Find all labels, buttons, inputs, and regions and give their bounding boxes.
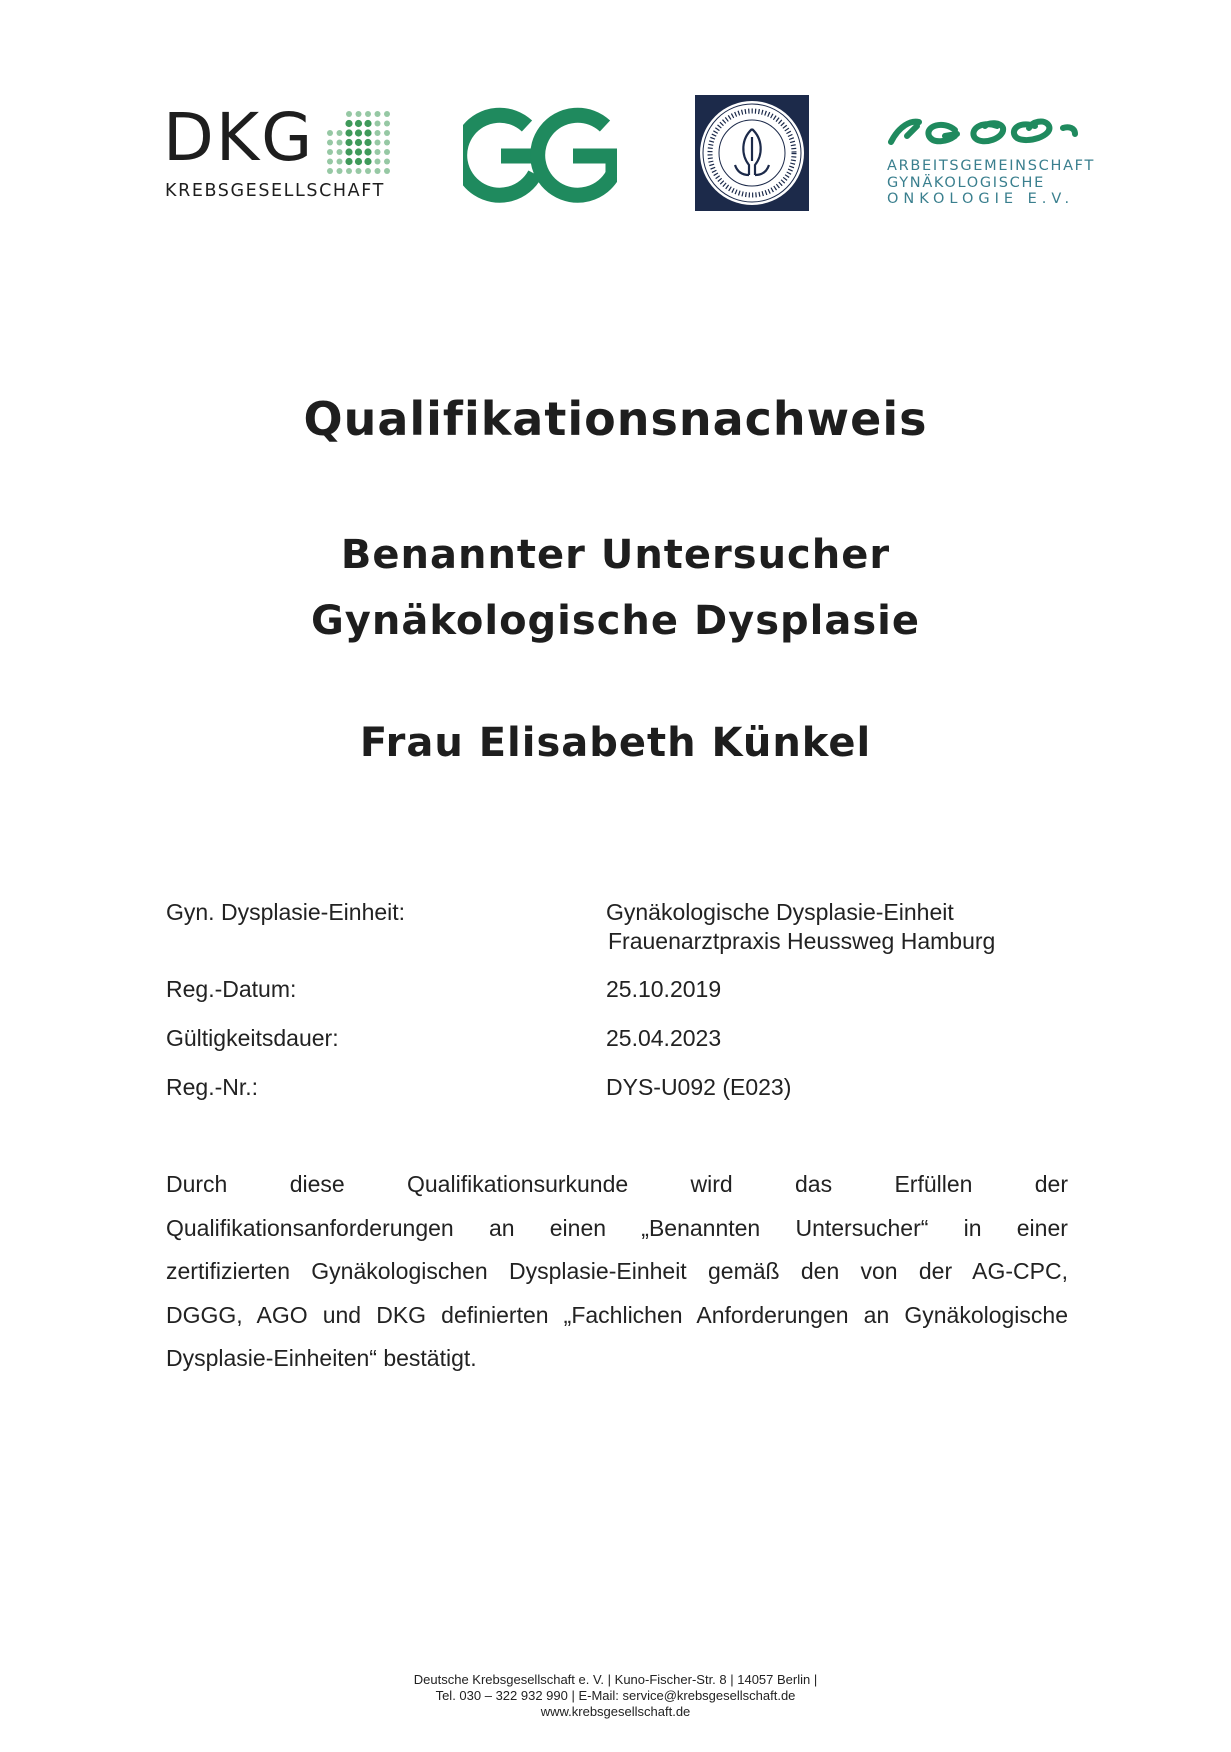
document-subtitle-line2: Gynäkologische Dysplasie (310, 598, 921, 644)
dkg-dot (345, 129, 352, 136)
dkg-dot (375, 149, 381, 155)
document-subtitle-line1: Benannter Untersucher (340, 532, 891, 578)
dkg-dot (365, 111, 371, 117)
dkg-dot (337, 159, 343, 165)
dkg-dot (355, 139, 362, 146)
dkg-dot (327, 168, 333, 174)
dkg-dot (364, 158, 371, 165)
dkg-dot (375, 111, 381, 117)
ago-line1: ARBEITSGEMEINSCHAFT (887, 158, 1096, 174)
statement-word: der (1034, 1171, 1068, 1197)
reg-no-value: DYS-U092 (E023) (606, 1074, 792, 1100)
statement-word: in (963, 1214, 982, 1241)
statement-line1 (166, 1163, 1068, 1207)
ago-swoosh-icon (885, 112, 1080, 152)
ag-cpc-seal-icon (695, 95, 809, 211)
dkg-dot (375, 159, 381, 165)
gg-logo-icon (463, 104, 617, 208)
dkg-dot (364, 120, 371, 127)
statement-line5: Dysplasie-Einheiten“ bestätigt. (166, 1345, 477, 1371)
dkg-dots-icon (325, 109, 395, 179)
dkg-dot (384, 149, 390, 155)
ago-line2: GYNÄKOLOGISCHE (887, 174, 1045, 191)
reg-date-value: 25.10.2019 (606, 976, 722, 1002)
dkg-logo-subtitle: KREBSGESELLSCHAFT (165, 181, 385, 201)
reg-date-label: Reg.-Datum: (166, 976, 297, 1002)
statement-word: das (795, 1171, 833, 1197)
statement-word: Untersucher“ (795, 1214, 929, 1241)
unit-value-line2: Frauenarztpraxis Heussweg Hamburg (608, 928, 996, 954)
dkg-dot (345, 139, 352, 146)
statement-word: Qualifikationsurkunde (407, 1171, 629, 1197)
dkg-dot (337, 130, 343, 136)
reg-no-label: Reg.-Nr.: (166, 1074, 259, 1100)
ago-logo-text (887, 158, 1095, 208)
dkg-dot (327, 140, 333, 146)
dkg-dot (384, 140, 390, 146)
unit-label: Gyn. Dysplasie-Einheit: (166, 899, 406, 925)
dkg-dot (337, 168, 343, 174)
dkg-dot (375, 130, 381, 136)
dkg-dot (384, 159, 390, 165)
holder-name: Frau Elisabeth Künkel (359, 720, 872, 766)
dkg-dot (345, 158, 352, 165)
dkg-dot (327, 159, 333, 165)
dkg-dot (355, 158, 362, 165)
statement-line4: DGGG, AGO und DKG definierten „Fachlichen Anforderungen an Gynäkologische (166, 1301, 1068, 1328)
dkg-dot (384, 130, 390, 136)
gg-logo (463, 104, 617, 208)
dkg-dot (346, 111, 352, 117)
statement-word: Qualifikationsanforderungen (166, 1214, 454, 1241)
dkg-dot (375, 140, 381, 146)
document-title: Qualifikationsnachweis (303, 392, 928, 446)
dkg-logo (163, 99, 395, 205)
dkg-dot (355, 120, 362, 127)
dkg-dot (384, 168, 390, 174)
validity-label: Gültigkeitsdauer: (166, 1025, 339, 1051)
dkg-dot (364, 148, 371, 155)
dkg-dot (345, 120, 352, 127)
dkg-dot (375, 168, 381, 174)
statement-paragraph (166, 1163, 1068, 1381)
dkg-dot (355, 129, 362, 136)
statement-word: Erfüllen (894, 1171, 973, 1197)
dkg-dot (364, 139, 371, 146)
dkg-dot (337, 149, 343, 155)
statement-word: wird (690, 1171, 733, 1197)
dkg-dot (384, 111, 390, 117)
statement-word: diese (289, 1171, 345, 1197)
statement-word: Durch (166, 1171, 228, 1197)
footer-address: Deutsche Krebsgesellschaft e. V. | Kuno-Fischer-Str. 8 | 14057 Berlin | (413, 1672, 818, 1687)
ag-cpc-seal-logo (695, 95, 809, 211)
footer (0, 1672, 1231, 1720)
dkg-dot (375, 121, 381, 127)
unit-value-line1: Gynäkologische Dysplasie-Einheit (606, 899, 954, 925)
statement-word: an (488, 1214, 515, 1241)
dkg-dot (346, 168, 352, 174)
statement-line3: zertifizierten Gynäkologischen Dysplasie-Einheit gemäß den von der AG-CPC, (166, 1258, 1068, 1284)
dkg-dot (364, 129, 371, 136)
dkg-dot (356, 111, 362, 117)
dkg-dot (327, 130, 333, 136)
statement-word: einer (1016, 1214, 1068, 1241)
footer-contact: Tel. 030 – 322 932 990 | E-Mail: service@krebsgesellschaft.de (435, 1688, 796, 1703)
dkg-dot (327, 149, 333, 155)
dkg-dot (345, 148, 352, 155)
dkg-dot (355, 148, 362, 155)
dkg-dot (365, 168, 371, 174)
dkg-dot (384, 121, 390, 127)
statement-word: „Benannten (641, 1214, 761, 1241)
dkg-dot (356, 168, 362, 174)
dkg-logo-letters: DKG (163, 99, 315, 176)
validity-value: 25.04.2023 (606, 1025, 722, 1051)
statement-line2 (166, 1207, 1068, 1251)
footer-website: www.krebsgesellschaft.de (540, 1704, 691, 1719)
ago-line3: ONKOLOGIE E.V. (887, 191, 1075, 207)
statement-word: einen (549, 1214, 607, 1241)
ago-logo (885, 112, 1096, 212)
dkg-dot (337, 140, 343, 146)
